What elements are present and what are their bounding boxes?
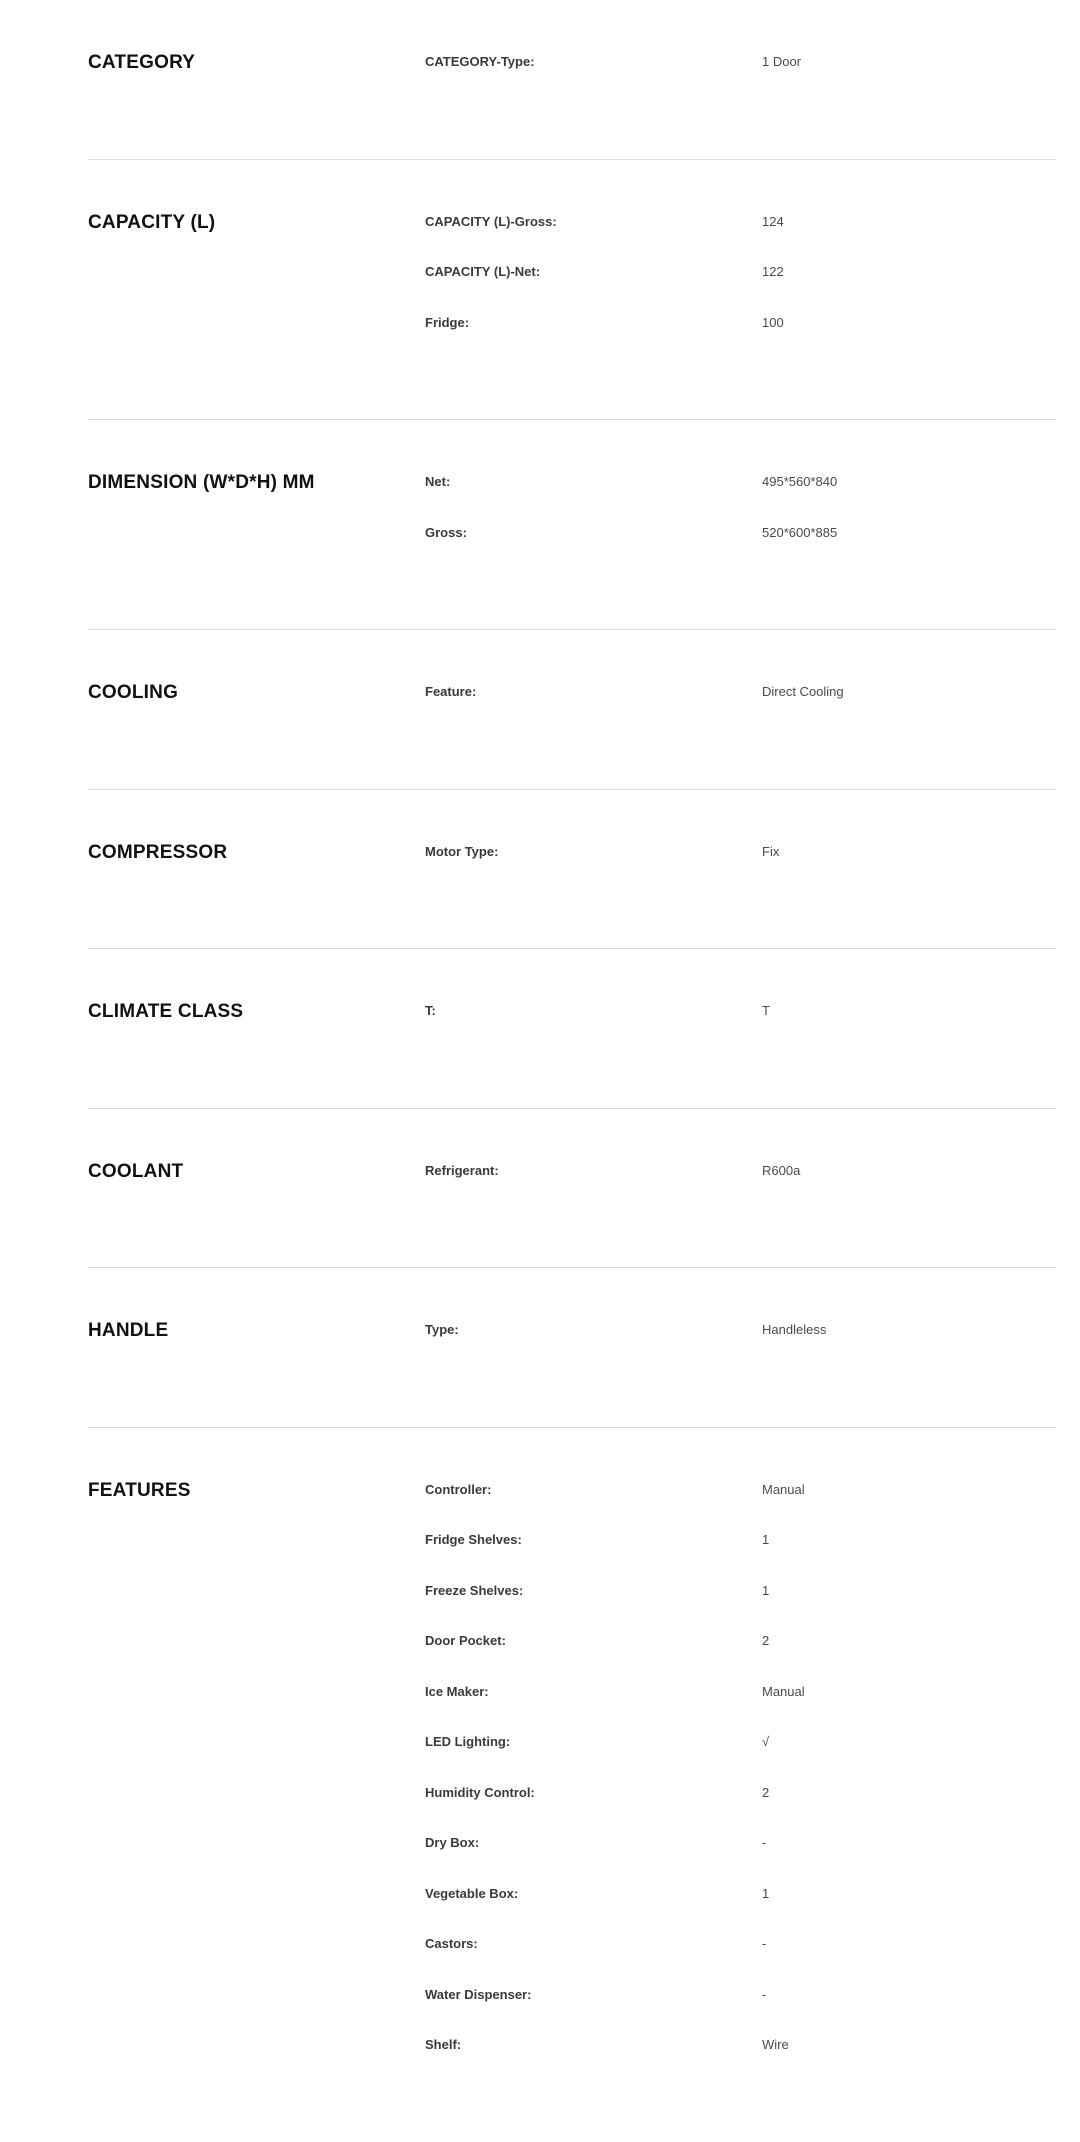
spec-label: Vegetable Box: [425, 1885, 519, 1901]
spec-section-handle [88, 1268, 1056, 1428]
spec-section-features [88, 1428, 1056, 2142]
spec-value: √ [762, 1734, 770, 1749]
spec-row [88, 1633, 1056, 1684]
spec-label: CAPACITY (L)-Gross: [425, 213, 557, 229]
spec-label: Dry Box: [425, 1835, 480, 1850]
spec-section-dimension [88, 420, 1056, 630]
section-title: COOLING [88, 682, 179, 703]
spec-label: Gross: [425, 524, 467, 540]
spec-label: Door Pocket: [425, 1633, 506, 1648]
spec-label: Ice Maker: [425, 1683, 489, 1699]
spec-row [88, 1583, 1056, 1634]
spec-value: - [762, 1986, 767, 2002]
spec-section-coolant [88, 1109, 1056, 1269]
spec-value: R600a [762, 1162, 801, 1178]
spec-label: Fridge: [425, 314, 470, 330]
section-title: CLIMATE CLASS [88, 1001, 244, 1022]
spec-row [88, 1684, 1056, 1735]
spec-row [88, 1835, 1056, 1886]
spec-value: 1 [762, 1582, 770, 1598]
spec-value: 124 [762, 213, 784, 229]
spec-section-capacity [88, 160, 1056, 421]
spec-row [88, 1886, 1056, 1937]
spec-label: Castors: [425, 1936, 478, 1951]
spec-value: 100 [762, 314, 784, 330]
spec-value: T [762, 1003, 770, 1018]
spec-value: 122 [762, 264, 784, 279]
spec-label: CAPACITY (L)-Net: [425, 264, 541, 279]
spec-label: CATEGORY-Type: [425, 54, 535, 69]
spec-label: Shelf: [425, 2037, 462, 2052]
spec-value: - [762, 1835, 767, 1850]
spec-section-climate-class [88, 949, 1056, 1109]
spec-row [88, 1785, 1056, 1836]
spec-row [88, 1936, 1056, 1987]
spec-row [88, 1532, 1056, 1583]
spec-label: Net: [425, 474, 451, 489]
spec-section-cooling [88, 630, 1056, 790]
spec-value: 520*600*885 [762, 524, 838, 540]
spec-row [88, 264, 1056, 315]
spec-label: Freeze Shelves: [425, 1582, 524, 1598]
spec-value: 1 [762, 1532, 770, 1547]
spec-label: Feature: [425, 684, 477, 699]
section-title: FEATURES [88, 1479, 191, 1501]
spec-row [88, 2037, 1056, 2088]
spec-value: Direct Cooling [762, 684, 844, 699]
spec-row [88, 1322, 1056, 1373]
spec-row [88, 525, 1056, 576]
spec-label: Motor Type: [425, 843, 499, 859]
spec-value: Manual [762, 1683, 805, 1699]
spec-row [88, 1160, 1056, 1214]
spec-value: Wire [762, 2037, 789, 2052]
section-title: COOLANT [88, 1160, 184, 1182]
section-title: COMPRESSOR [88, 841, 228, 863]
spec-row [88, 54, 1056, 105]
spec-row [88, 1987, 1056, 2038]
spec-value: Handleless [762, 1322, 827, 1337]
spec-label: Type: [425, 1322, 459, 1337]
spec-value: Fix [762, 843, 780, 859]
spec-value: 495*560*840 [762, 474, 838, 489]
section-title: CATEGORY [88, 52, 196, 73]
spec-label: Water Dispenser: [425, 1986, 532, 2002]
spec-value: - [762, 1936, 767, 1951]
spec-value: 1 [762, 1885, 770, 1901]
spec-row [88, 1734, 1056, 1785]
section-title: DIMENSION (W*D*H) MM [88, 472, 315, 493]
spec-section-compressor [88, 790, 1056, 950]
spec-row [88, 1479, 1056, 1533]
spec-value: 2 [762, 1633, 770, 1648]
section-title: HANDLE [88, 1320, 169, 1341]
spec-row [88, 841, 1056, 895]
spec-value: 1 Door [762, 54, 802, 69]
spec-label: Fridge Shelves: [425, 1532, 522, 1547]
spec-label: Refrigerant: [425, 1162, 499, 1178]
spec-row [88, 211, 1056, 265]
spec-value: 2 [762, 1784, 770, 1800]
spec-label: Humidity Control: [425, 1784, 535, 1800]
spec-label: LED Lighting: [425, 1734, 511, 1749]
section-title: CAPACITY (L) [88, 211, 216, 233]
spec-label: T: [425, 1003, 436, 1018]
spec-section-category [88, 0, 1056, 160]
spec-row [88, 684, 1056, 735]
spec-value: Manual [762, 1481, 805, 1497]
spec-label: Controller: [425, 1481, 492, 1497]
spec-row [88, 315, 1056, 366]
